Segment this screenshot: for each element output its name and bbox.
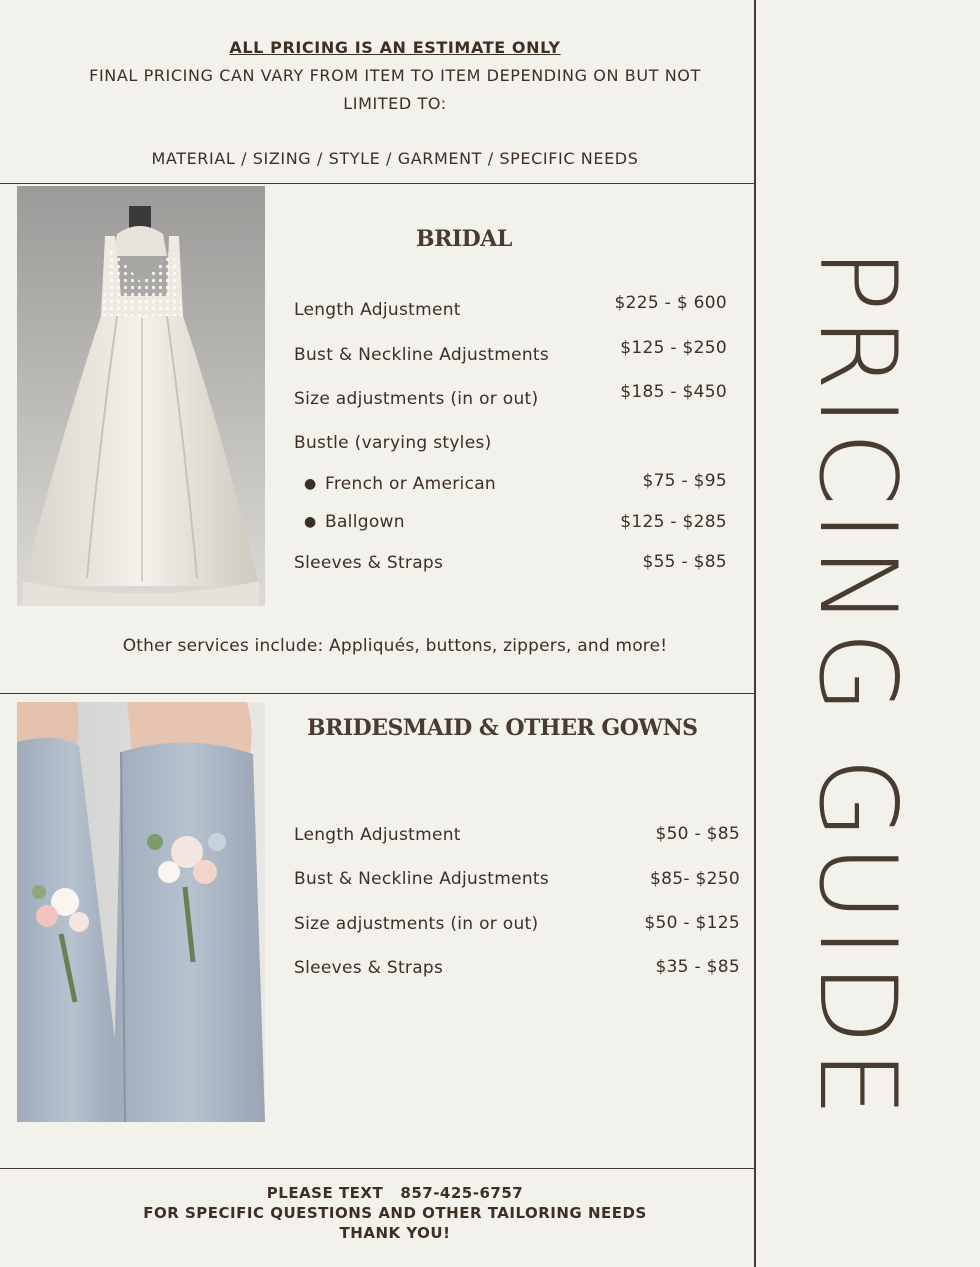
contact-footer (30, 1183, 760, 1243)
divider-top (0, 183, 755, 184)
bridesmaid-item-label: Size adjustments (in or out) (294, 914, 539, 934)
bridesmaid-title: BRIDESMAID & OTHER GOWNS (307, 715, 698, 741)
bullet-icon: ● (304, 514, 317, 530)
bridesmaid-item-price: $50 - $125 (644, 913, 740, 933)
divider-middle (0, 693, 755, 694)
bullet-icon: ● (304, 476, 317, 492)
bridal-item-price: $225 - $ 600 (614, 293, 727, 313)
bridesmaids-photo (17, 702, 265, 1122)
bridal-item-label: Length Adjustment (294, 300, 461, 320)
disclaimer-title: ALL PRICING IS AN ESTIMATE ONLY (229, 38, 561, 57)
disclaimer-line-1: FINAL PRICING CAN VARY FROM ITEM TO ITEM DEPENDING ON BUT NOT (89, 66, 701, 85)
bridal-item-price: $125 - $250 (620, 338, 727, 358)
bridal-item-label: Size adjustments (in or out) (294, 389, 539, 409)
bridal-item-price: $55 - $85 (642, 552, 727, 572)
bridesmaid-item-label: Bust & Neckline Adjustments (294, 869, 550, 889)
contact-phone: PLEASE TEXT 857-425-6757 (266, 1184, 524, 1202)
pricing-disclaimer (30, 34, 760, 173)
bridal-item-label: Sleeves & Straps (294, 553, 444, 573)
disclaimer-factors: MATERIAL / SIZING / STYLE / GARMENT / SPECIFIC NEEDS (151, 149, 639, 168)
bridal-item-label: Bustle (varying styles) (294, 433, 492, 453)
contact-note: FOR SPECIFIC QUESTIONS AND OTHER TAILORING NEEDS (143, 1204, 647, 1222)
bridal-subitem-label: French or American (325, 474, 497, 494)
bridal-item-label: Bust & Neckline Adjustments (294, 345, 550, 365)
bridal-title: BRIDAL (416, 226, 512, 252)
vertical-divider (754, 0, 756, 1267)
bridesmaid-item-price: $85- $250 (650, 869, 740, 889)
bridal-item-price: $185 - $450 (620, 382, 727, 402)
divider-bottom (0, 1168, 755, 1169)
bridesmaid-item-price: $50 - $85 (655, 824, 740, 844)
other-services-note: Other services include: Appliqués, buttons, zippers, and more! (122, 636, 668, 656)
pricing-guide-title: PRICING GUIDE (796, 248, 919, 1122)
thank-you: THANK YOU! (339, 1224, 451, 1242)
disclaimer-line-2: LIMITED TO: (343, 94, 447, 113)
bridesmaid-item-label: Sleeves & Straps (294, 958, 444, 978)
bridesmaid-item-price: $35 - $85 (655, 957, 740, 977)
bridal-item-price: $75 - $95 (642, 471, 727, 491)
bridal-subitem-label: Ballgown (325, 512, 405, 532)
bridal-item-price: $125 - $285 (620, 512, 727, 532)
bridesmaid-item-label: Length Adjustment (294, 825, 461, 845)
wedding-dress-photo (17, 186, 265, 606)
